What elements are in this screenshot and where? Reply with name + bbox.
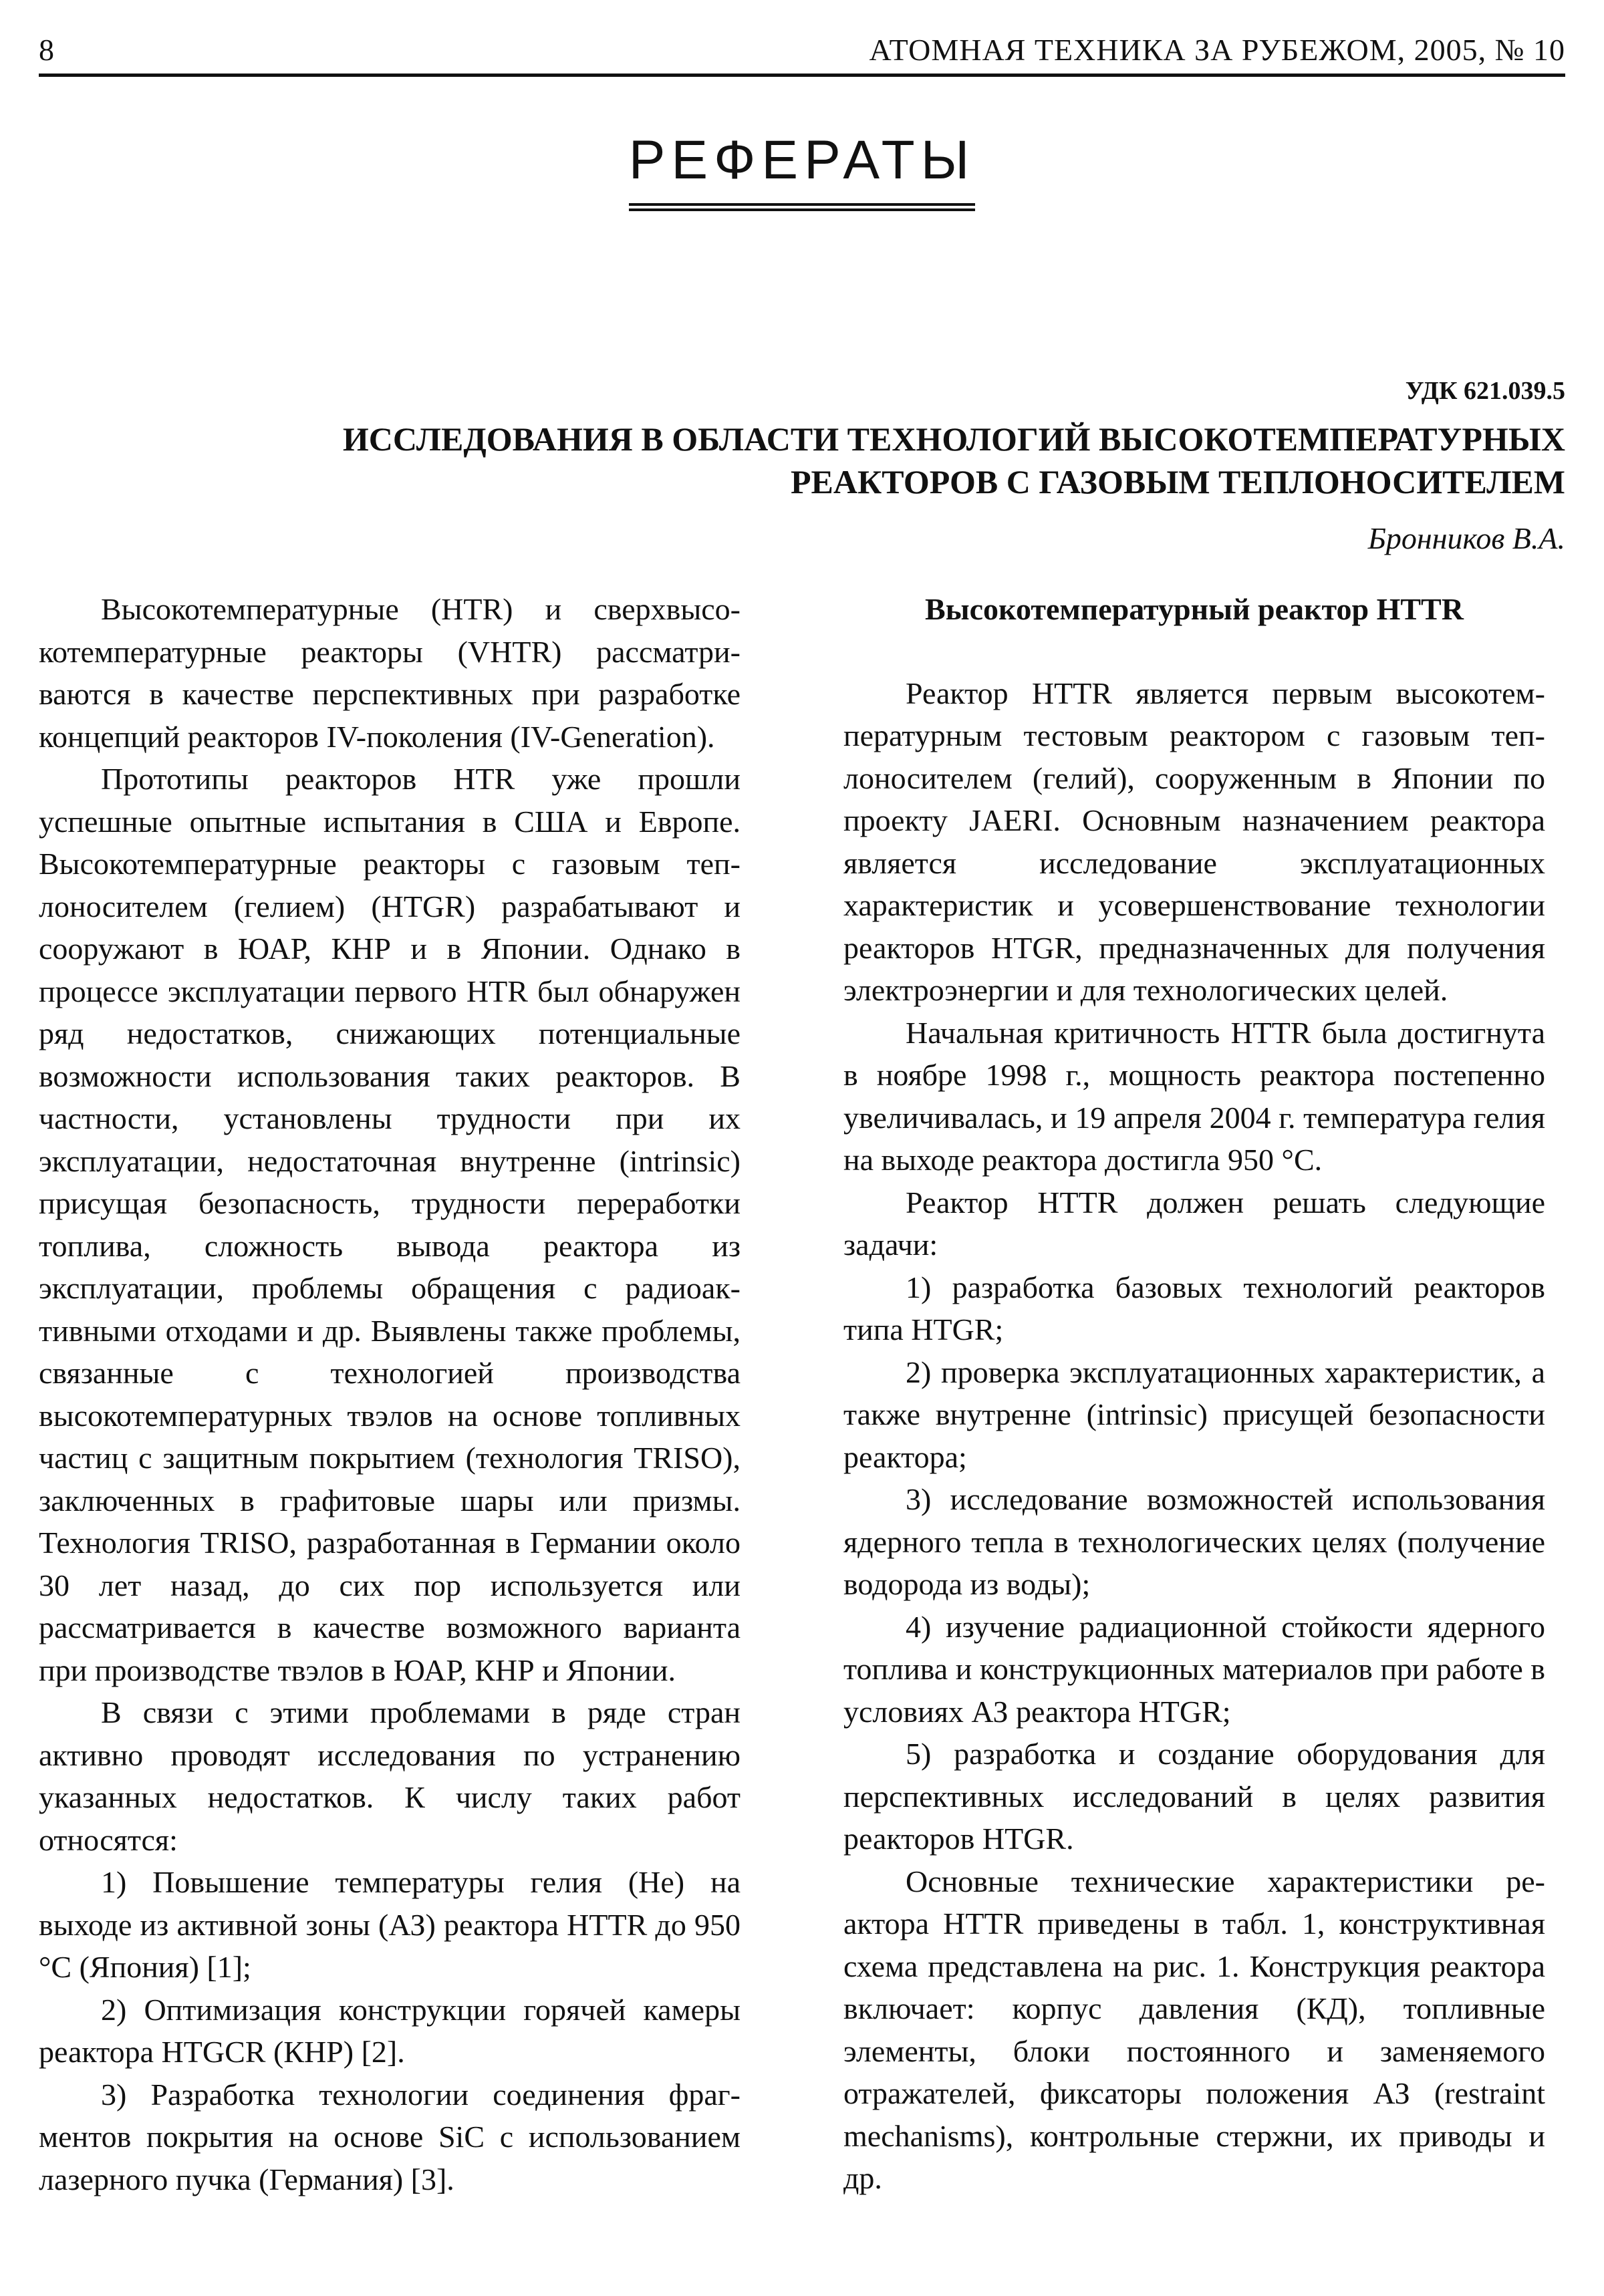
- list-item: 4) изучение радиационной стойкости ядерного топлива и конструкционных материалов при работе в условиях АЗ реактора HTGR;: [843, 1609, 1546, 1729]
- subsection-heading: Высокотемпературный реактор HTTR: [925, 592, 1464, 626]
- paragraph: Начальная критичность HTTR была достигнута в ноябре 1998 г., мощность реактора постепенно увеличивалась, и 19 апреля 2004 г. температура гелия на выходе реактора достигла 950 °C.: [843, 1015, 1545, 1177]
- page-number: 8: [39, 33, 54, 67]
- left-column: [39, 588, 741, 2200]
- article-title: [39, 418, 1565, 503]
- running-header: [39, 27, 1565, 77]
- paragraph: Основные технические характеристики реактора HTTR приведены в табл. 1, конструктивная схема представлена на рис. 1. Конструкция реактора включает: корпус давления (КД), топливные элементы, блоки постоянного и заменяемого отражателей, фиксаторы положения АЗ (restraint mechanisms), контрольные стержни, их приводы и др.: [843, 1864, 1545, 2195]
- udc-code: УДК 621.039.5: [1405, 377, 1565, 405]
- list-item: 1) Повышение температуры гелия (He) на выходе из активной зоны (АЗ) реактора HTTR до 950 °C (Япония) [1];: [39, 1865, 741, 1984]
- right-column: [843, 588, 1545, 2200]
- journal-title: АТОМНАЯ ТЕХНИКА ЗА РУБЕЖОМ, 2005, № 10: [869, 33, 1565, 67]
- paragraph: Прототипы реакторов HTR уже прошли успешные опытные испытания в США и Европе. Высокотемпературные реакторы с газовым теплоносителем (гелием) (HTGR) разрабатывают и сооружают в ЮАР, КНР и в Японии. Однако в процессе эксплуатации первого HTR был обнаружен ряд недостатков, снижающих потенциальные возможности использования таких реакторов. В частности, установлены трудности при их эксплуатации, недостаточная внутренне (intrinsic) присущая безопасность, трудности переработки топлива, сложность вывода реактора из эксплуатации, проблемы обращения с радиоактивными отходами и др. Выявлены также проблемы, связанные с технологией производства высокотемпературных твэлов на основе топливных частиц с защитным покрытием (технология TRISO), заключенных в графитовые шары или призмы. Технология TRISO, разработанная в Германии около 30 лет назад, до сих пор используется или рассматривается в качестве возможного варианта при производстве твэлов в ЮАР, КНР и Японии.: [39, 762, 741, 1687]
- list-item: 3) исследование возможностей использования ядерного тепла в технологических целях (получение водорода из воды);: [843, 1482, 1545, 1601]
- article-title-line: РЕАКТОРОВ С ГАЗОВЫМ ТЕПЛОНОСИТЕЛЕМ: [790, 463, 1565, 500]
- list-item: 5) разработка и создание оборудования для перспективных исследований в целях развития реакторов HTGR.: [843, 1737, 1545, 1856]
- list-item: 1) разработка базовых технологий реакторов типа HTGR;: [843, 1270, 1545, 1346]
- list-item: 3) Разработка технологии соединения фрагментов покрытия на основе SiC с использованием лазерного пучка (Германия) [3].: [39, 2077, 741, 2196]
- section-title: [0, 127, 1604, 211]
- paragraph: Реактор HTTR является первым высокотемпературным тестовым реактором с газовым теплоносителем (гелий), сооруженным в Японии по проекту JAERI. Основным назначением реактора является исследование эксплуатационных характеристик и усовершенствование технологии реакторов HTGR, предназначенных для получения электроэнергии и для технологических целей.: [843, 676, 1545, 1007]
- article-title-line: ИССЛЕДОВАНИЯ В ОБЛАСТИ ТЕХНОЛОГИЙ ВЫСОКОТЕМПЕРАТУРНЫХ: [342, 420, 1565, 458]
- section-title-text: РЕФЕРАТЫ: [629, 127, 976, 211]
- paragraph: Реактор HTTR должен решать следующие задачи:: [843, 1185, 1545, 1262]
- list-item: 2) проверка эксплуатационных характеристик, а также внутренне (intrinsic) присущей безопасности реактора;: [843, 1354, 1545, 1474]
- list-item: 2) Оптимизация конструкции горячей камеры реактора HTGCR (КНР) [2].: [39, 1992, 741, 2069]
- paragraph: В связи с этими проблемами в ряде стран активно проводят исследования по устранению указанных недостатков. К числу таких работ относятся:: [39, 1695, 741, 1857]
- author-name: Бронников В.А.: [1367, 521, 1565, 555]
- paragraph: Высокотемпературные (HTR) и сверхвысокотемпературные реакторы (VHTR) рассматриваются в качестве перспективных при разработке концепций реакторов IV-поколения (IV-Generation).: [39, 592, 741, 754]
